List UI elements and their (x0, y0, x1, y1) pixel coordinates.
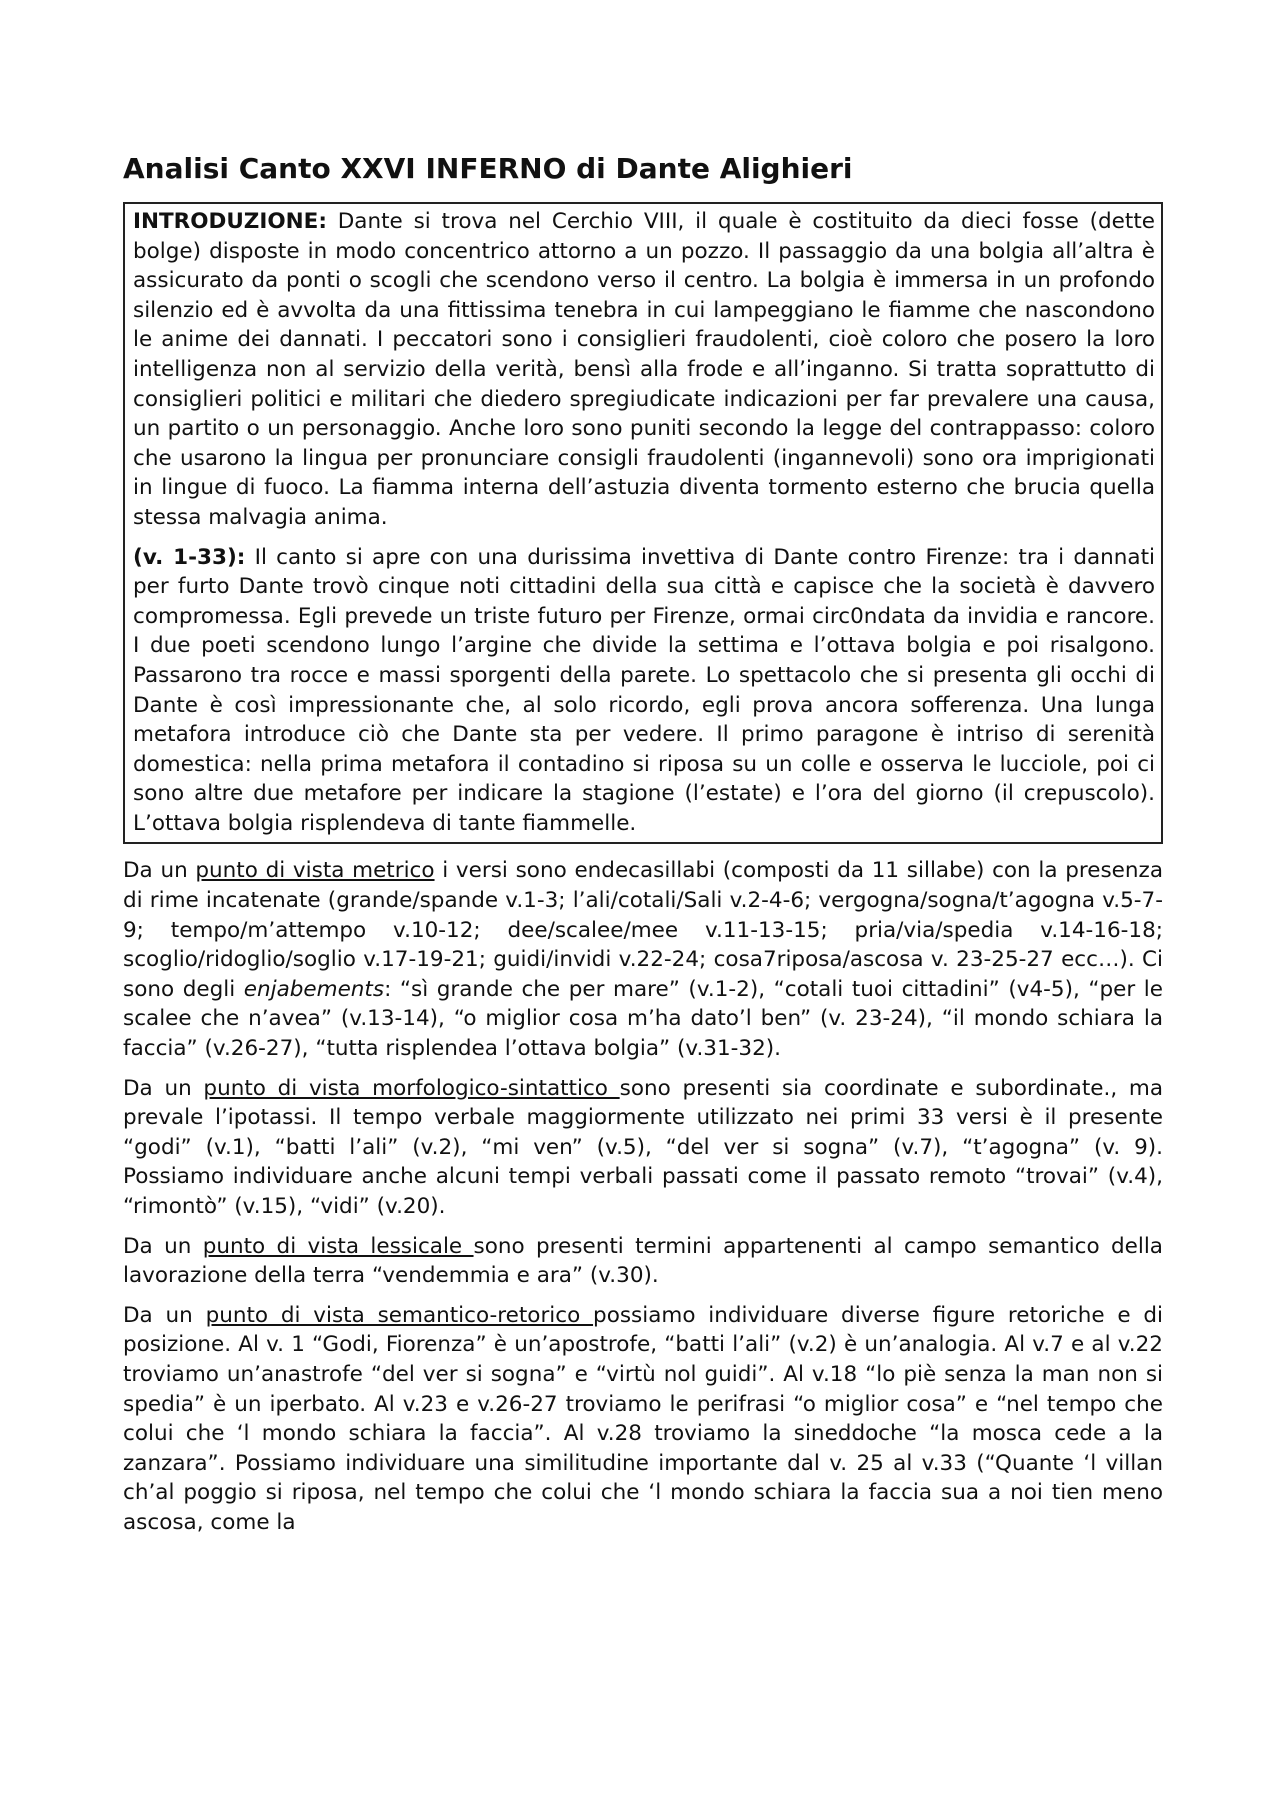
verses-text: Il canto si apre con una durissima invettiva di Dante contro Firenze: tra i dannati per furto Dante trovò cinque noti cittadini della sua città e capisce che la società è davvero compromessa. Egli prevede un triste futuro per Firenze, ormai circ0ndata da invidia e rancore. I due poeti scendono lungo l’argine che divide la settima e l’ottava bolgia e poi risalgono. Passarono tra rocce e massi sporgenti della parete. Lo spettacolo che si presenta gli occhi di Dante è così impressionante che, al solo ricordo, egli prova ancora sofferenza. Una lunga metafora introduce ciò che Dante sta per vedere. Il primo paragone è intriso di serenità domestica: nella prima metafora il contadino si riposa su un colle e osserva le lucciole, poi ci sono altre due metafore per indicare la stagione (l’estate) e l’ora del giorno (il crepuscolo). L’ottava bolgia risplendeva di tante fiammelle. (133, 544, 1155, 836)
document-title: Analisi Canto XXVI INFERNO di Dante Alighieri (123, 152, 853, 185)
metrico-italic: enjabements (243, 976, 385, 1002)
metrico-text-2: : “sì grande che per mare” (v.1-2), “cotali tuoi cittadini” (v4-5), “per le scalee che n’avea” (v.13-14), “o miglior cosa m’ha dato’l ben” (v. 23-24), “il mondo schiara la faccia” (v.26-27), “tutta risplendea l’ottava bolgia” (v.31-32). (123, 976, 1163, 1062)
metrico-pre: Da un (123, 858, 196, 884)
semantico-term: punto di vista semantico-retorico (205, 1302, 594, 1328)
semantico-text: possiamo individuare diverse figure retoriche e di posizione. Al v. 1 “Godi, Fiorenza” è un’apostrofe, “batti l’ali” (v.2) è un’analogia. Al v.7 e al v.22 troviamo un’anastrofe “del ver si sogna” e “virtù nol guidi”. Al v.18 “lo piè senza la man non si spedia” è un iperbato. Al v.23 e v.26-27 troviamo le perifrasi “o miglior cosa” e “nel tempo che colui che ‘l mondo schiara la faccia”. Al v.28 troviamo la sineddoche “la mosca cede a la zanzara”. Possiamo individuare una similitudine importante dal v. 25 al v.33 (“Quante ‘l villan ch’al poggio si riposa, nel tempo che colui che ‘l mondo schiara la faccia sua a noi tien meno ascosa, come la (123, 1302, 1163, 1535)
morfologico-term: punto di vista morfologico-sintattico (203, 1075, 620, 1101)
lessicale-pre: Da un (123, 1233, 203, 1259)
metrico-text-1: i versi sono endecasillabi (composti da 11 sillabe) con la presenza di rime incatenate (grande/spande v.1-3; l’ali/cotali/Sali v.2-4-6; vergogna/sogna/t’agogna v.5-7-9; tempo/m’attempo v.10-12; dee/scalee/mee v.11-13-15; pria/via/spedia v.14-16-18; scoglio/ridoglio/soglio v.17-19-21; guidi/invidi v.22-24; cosa7riposa/ascosa v. 23-25-27 ecc…). Ci sono degli (123, 858, 1163, 1002)
metrico-term: punto di vista metrico (195, 858, 435, 884)
analysis-body (123, 856, 1163, 1537)
semantico-pre: Da un (123, 1302, 206, 1328)
verses-paragraph (133, 543, 1155, 839)
lessicale-text: sono presenti termini appartenenti al campo semantico della lavorazione della terra “vendemmia e ara” (v.30). (123, 1233, 1163, 1289)
verses-lead: (v. 1-33): (133, 544, 246, 570)
morfologico-pre: Da un (123, 1075, 204, 1101)
morfologico-paragraph (123, 1074, 1163, 1222)
semantico-paragraph (123, 1301, 1163, 1538)
document-page (123, 150, 1163, 1538)
intro-lead: INTRODUZIONE: (133, 209, 327, 234)
intro-paragraph (133, 207, 1155, 533)
intro-text: Dante si trova nel Cerchio VIII, il quale è costituito da dieci fosse (dette bolge) disposte in modo concentrico attorno a un pozzo. Il passaggio da una bolgia all’altra è assicurato da ponti o scogli che scendono verso il centro. La bolgia è immersa in un profondo silenzio ed è avvolta da una fittissima tenebra in cui lampeggiano le fiamme che nascondono le anime dei dannati. I peccatori sono i consiglieri fraudolenti, cioè coloro che posero la loro intelligenza non al servizio della verità, bensì alla frode e all’inganno. Si tratta soprattutto di consiglieri politici e militari che diedero spregiudicate indicazioni per far prevalere una causa, un partito o un personaggio. Anche loro sono puniti secondo la legge del contrappasso: coloro che usarono la lingua per pronunciare consigli fraudolenti (ingannevoli) sono ora imprigionati in lingue di fuoco. La fiamma interna dell’astuzia diventa tormento esterno che brucia quella stessa malvagia anima. (133, 209, 1155, 530)
morfologico-text: sono presenti sia coordinate e subordinate., ma prevale l’ipotassi. Il tempo verbale maggiormente utilizzato nei primi 33 versi è il presente “godi” (v.1), “batti l’ali” (v.2), “mi ven” (v.5), “del ver si sogna” (v.7), “t’agogna” (v. 9). Possiamo individuare anche alcuni tempi verbali passati come il passato remoto “trovai” (v.4), “rimontò” (v.15), “vidi” (v.20). (123, 1075, 1163, 1219)
lessicale-paragraph (123, 1232, 1163, 1291)
intro-box (123, 202, 1163, 844)
lessicale-term: punto di vista lessicale (202, 1233, 474, 1259)
metrico-paragraph (123, 856, 1163, 1063)
